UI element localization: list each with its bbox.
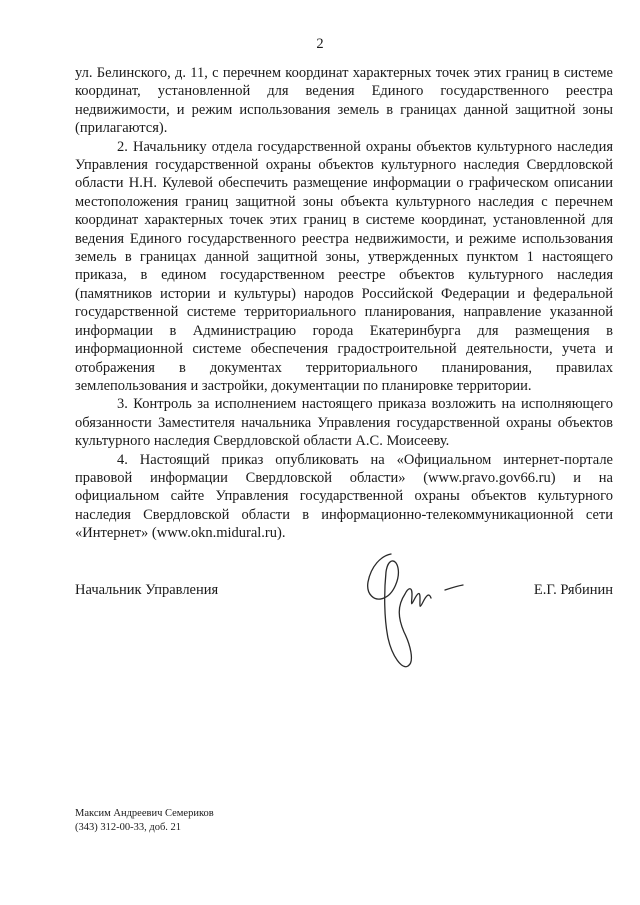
paragraph-3: 3. Контроль за исполнением настоящего приказа возложить на исполняющего обязанности Заместителя начальника Управления государственной охраны объектов культурного наследия Свердловской области А.С. Моисееву. bbox=[75, 396, 613, 450]
paragraph-1-continuation: ул. Белинского, д. 11, с перечнем координат характерных точек этих границ в системе координат, установленной для ведения Единого государственного реестра недвижимости, и режим использования земель в границах данной защитной зоны (прилагаются). bbox=[75, 65, 613, 137]
executor-info bbox=[75, 807, 214, 835]
signature-block bbox=[75, 582, 613, 602]
handwritten-signature bbox=[355, 548, 475, 676]
order-body bbox=[75, 64, 613, 543]
page-number: 2 bbox=[316, 36, 324, 52]
signature-stroke-main bbox=[368, 554, 431, 667]
paragraph-2: 2. Начальнику отдела государственной охраны объектов культурного наследия Управления государственной охраны объектов культурного наследия Свердловской области Н.Н. Кулевой обеспечить размещение информации о графическом описании местоположения границ защитной зоны объекта культурного наследия с перечнем координат характерных точек этих границ в системе координат, установленной для ведения Единого государственного реестра недвижимости, и режиме использования земель в границах данной защитной зоны, утвержденных пунктом 1 настоящего приказа, в едином государственном реестре объектов культурного наследия (памятников истории и культуры) народов Российской Федерации и федеральной государственной системе территориального планирования, направление указанной информации в Администрацию города Екатеринбурга для размещения в информационной системе обеспечения градостроительной деятельности, учета и отображения в документах территориального планирования, правилах землепользования и застройки, документации по планировке территории. bbox=[75, 138, 613, 394]
executor-phone: (343) 312-00-33, доб. 21 bbox=[75, 822, 182, 833]
paragraph-4: 4. Настоящий приказ опубликовать на «Официальном интернет-портале правовой информации Свердловской области» (www.pravo.gov66.ru) и на официальном сайте Управления государственной охраны объектов культурного наследия Свердловской области в информационно-телекоммуникационной сети «Интернет» (www.okn.midural.ru). bbox=[75, 451, 613, 542]
signatory-name: Е.Г. Рябинин bbox=[533, 582, 613, 598]
executor-name: Максим Андреевич Семериков bbox=[75, 808, 214, 819]
signatory-position: Начальник Управления bbox=[75, 582, 219, 598]
signature-stroke-dash bbox=[445, 585, 463, 590]
